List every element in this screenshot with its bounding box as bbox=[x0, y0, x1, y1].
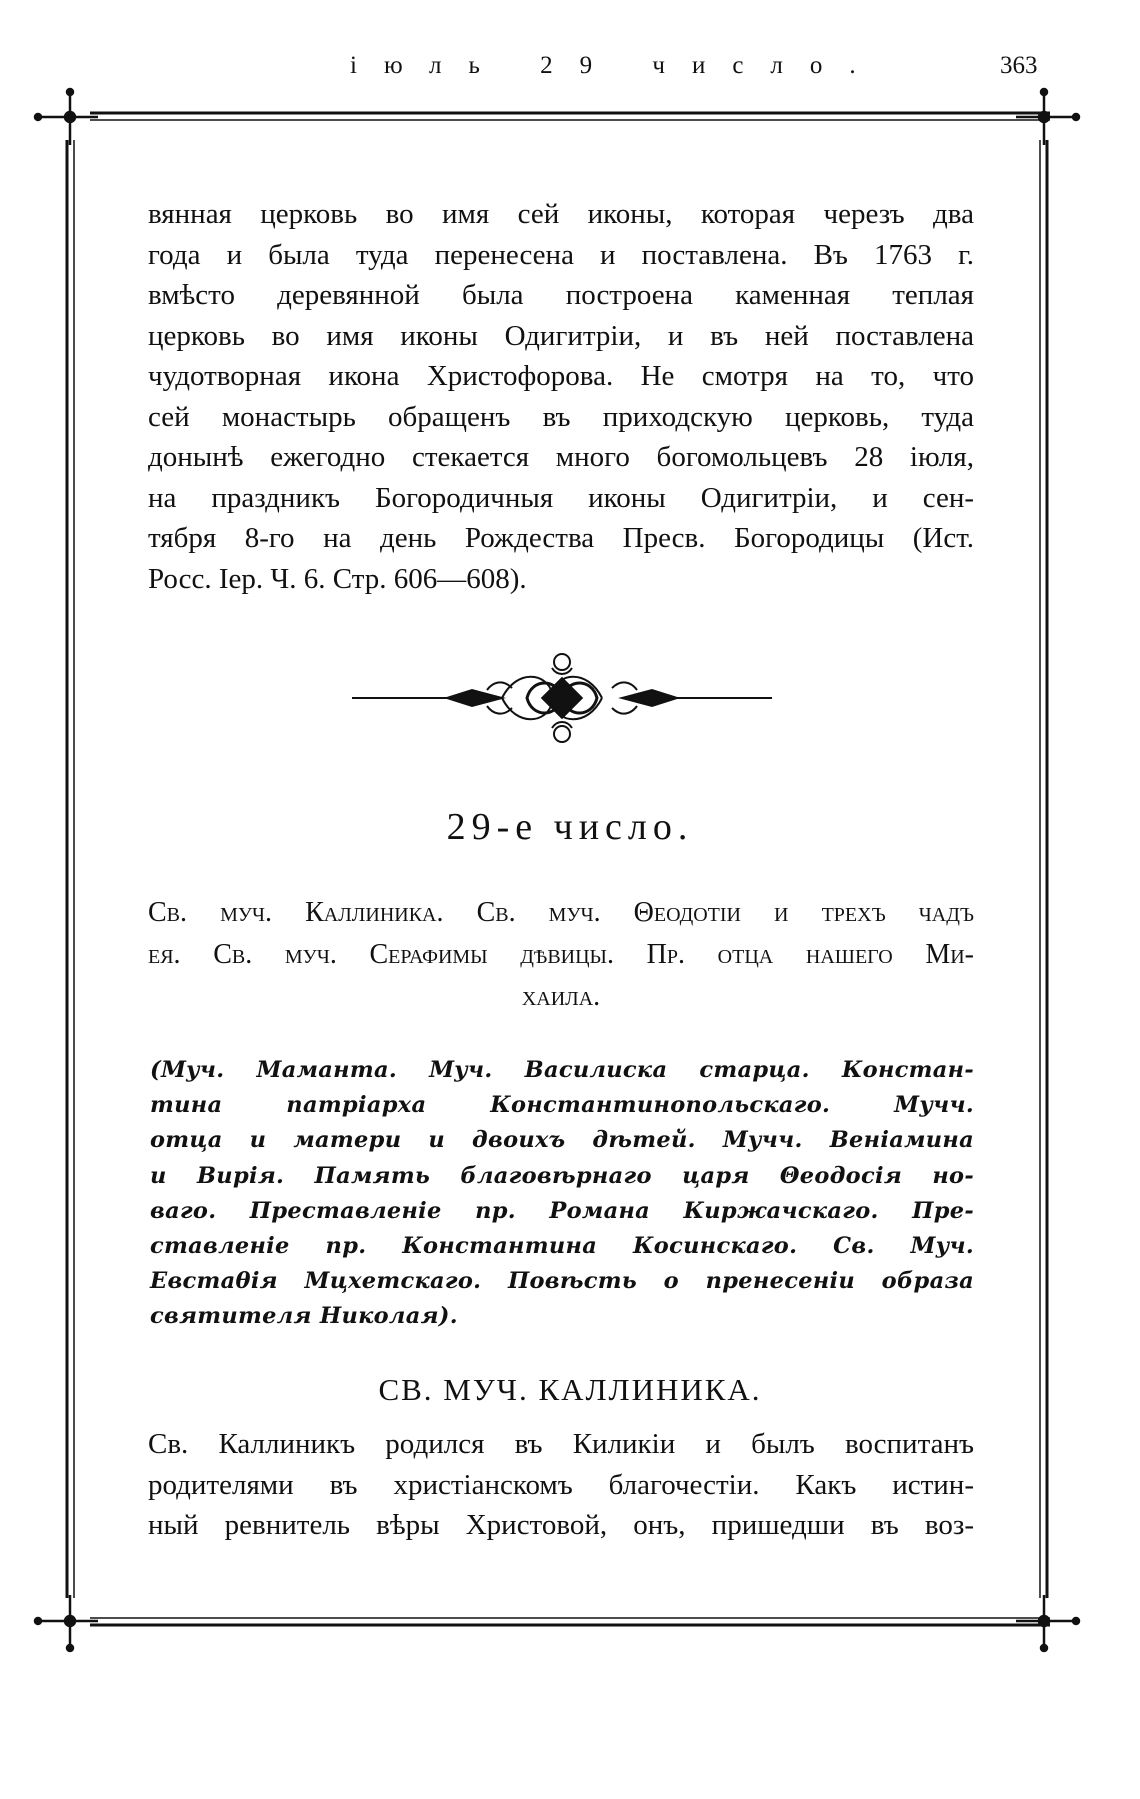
text-line: святителя Николая). bbox=[150, 1303, 458, 1330]
text-line: года и была туда перенесена и поставлена. Въ 1763 г. bbox=[148, 238, 974, 271]
text-line: ставленіе пр. Константина Косинскаго. Св. Муч. bbox=[150, 1233, 974, 1260]
text-line: церковь во имя иконы Одигитріи, и въ ней поставлена bbox=[148, 319, 974, 352]
story-paragraph bbox=[148, 1424, 974, 1546]
text-line: на праздникъ Богородичныя иконы Одигитріи, и сен- bbox=[148, 481, 974, 514]
text-line: хаила. bbox=[521, 981, 601, 1012]
text-line: тина патріарха Константинопольскаго. Мучч. bbox=[150, 1092, 974, 1119]
text-line: Росс. Іер. Ч. 6. Стр. 606—608). bbox=[148, 562, 527, 595]
text-line: Св. муч. Каллиника. Св. муч. Θеодотіи и трехъ чадъ bbox=[148, 897, 974, 928]
text-line: и Вирія. Память благовѣрнаго царя Θеодосія но- bbox=[150, 1162, 974, 1189]
text-line: родителями въ христіанскомъ благочестіи. Какъ истин- bbox=[148, 1468, 974, 1501]
text-line: ваго. Преставленіе пр. Романа Киржачскаго. Пре- bbox=[150, 1197, 974, 1224]
text-line: чудотворная икона Христофорова. Не смотря на то, что bbox=[148, 360, 974, 392]
decorative-vignette-icon bbox=[352, 648, 772, 748]
text-line: отца и матери и двоихъ дѣтей. Мучч. Веніамина bbox=[150, 1127, 974, 1154]
page-number: 363 bbox=[1000, 52, 1038, 79]
text-line: ный ревнитель вѣры Христовой, онъ, пришедши въ воз- bbox=[148, 1509, 974, 1541]
sub-heading: СВ. МУЧ. КАЛЛИНИКА. bbox=[378, 1372, 762, 1407]
text-line: донынѣ ежегодно стекается много богомольцевъ 28 іюля, bbox=[148, 441, 974, 473]
text-line: Св. Каллиникъ родился въ Киликіи и былъ воспитанъ bbox=[148, 1428, 974, 1460]
text-line: (Муч. Маманта. Муч. Василиска старца. Констан- bbox=[150, 1057, 974, 1083]
text-line: вмѣсто деревянной была построена каменная теплая bbox=[148, 279, 974, 311]
saints-of-the-day bbox=[148, 892, 974, 1018]
text-line: вянная церковь во имя сей иконы, которая черезъ два bbox=[148, 198, 974, 230]
intro-paragraph bbox=[148, 194, 974, 599]
text-line: тября 8-го на день Рождества Пресв. Богородицы (Ист. bbox=[148, 522, 974, 554]
commemorations-list bbox=[150, 1053, 974, 1335]
text-line: сей монастырь обращенъ въ приходскую церковь, туда bbox=[148, 400, 974, 433]
text-line: Евстаθія Мцхетскаго. Повѣсть о пренесеніи образа bbox=[150, 1268, 974, 1295]
text-line: ея. Св. муч. Серафимы дѣвицы. Пр. отца нашего Ми- bbox=[148, 939, 974, 970]
running-title: іюль 29 число. bbox=[350, 52, 883, 79]
section-heading: 29-е число. bbox=[446, 806, 694, 848]
